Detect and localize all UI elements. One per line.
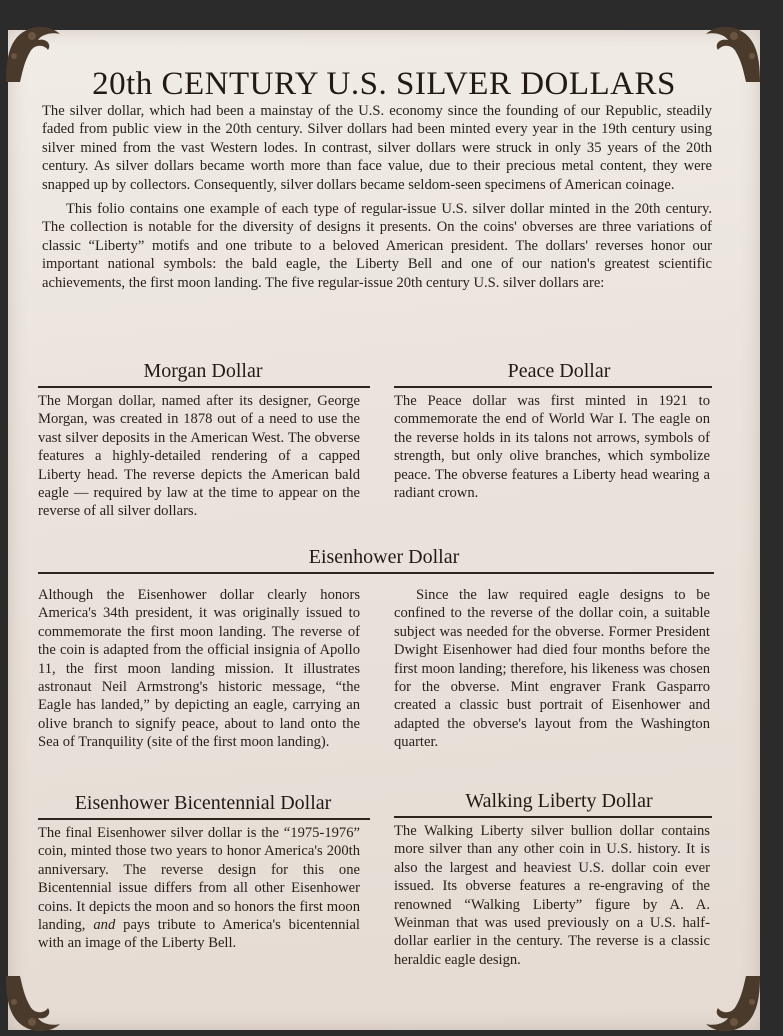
peace-heading: Peace Dollar [507, 360, 611, 382]
morgan-heading: Morgan Dollar [143, 360, 263, 382]
bicentennial-text [38, 824, 360, 953]
morgan-section [38, 392, 360, 521]
intro-paragraph-2: This folio contains one example of each type of regular-issue U.S. silver dollar minted in the 20th century. The collection is notable for the diversity of designs it presents. On the coins' obverses are three variations of classic “Liberty” motifs and one tribute to a beloved American president. The dollars' reverses honor our important national symbols: the bald eagle, the Liberty Bell and one of our nation's greatest scientific achievements, the first moon landing. The five regular-issue 20th century U.S. silver dollars are: [42, 201, 712, 291]
folio-page [8, 30, 760, 1030]
corner-ornament-icon [700, 972, 764, 1036]
walking-liberty-heading: Walking Liberty Dollar [465, 790, 653, 812]
eisenhower-right-column [394, 586, 710, 752]
peace-text: The Peace dollar was first minted in 1921 to commemorate the end of World War I. The eagle on the reverse holds in its talons not arrows, symbols of strength, but only olive branches, which symbolize peace. The obverse features a Liberty head wearing a radiant crown. [394, 393, 710, 502]
eisenhower-rule [38, 572, 714, 574]
corner-ornament-icon [2, 972, 66, 1036]
bicentennial-rule [38, 818, 370, 820]
peace-rule [394, 386, 712, 388]
page-title: 20th CENTURY U.S. SILVER DOLLARS [92, 66, 676, 102]
morgan-text: The Morgan dollar, named after its designer, George Morgan, was created in 1878 out of a need to use the vast silver deposits in the American West. The obverse features a highly-detailed rendering of a capped Liberty head. The reverse depicts the American bald eagle — required by law at the time to appear on the reverse of all silver dollars. [38, 393, 360, 520]
bicentennial-heading: Eisenhower Bicentennial Dollar [74, 792, 332, 814]
bicentennial-section [38, 824, 360, 953]
walking-liberty-rule [394, 816, 712, 818]
eisenhower-text-left: Although the Eisenhower dollar clearly honors America's 34th president, it was originally issued to commemorate the first moon landing. The reverse of the coin is adapted from the official insignia of Apollo 11, the first moon landing mission. It illustrates astronaut Neil Armstrong's historic message, “the Eagle has landed,” by depicting an eagle, carrying an olive branch to signify peace, about to land onto the Sea of Tranquility (site of the first moon landing). [38, 587, 360, 751]
eisenhower-left-column [38, 586, 360, 752]
intro-section [42, 102, 712, 292]
morgan-rule [38, 386, 370, 388]
intro-paragraph-1: The silver dollar, which had been a mainstay of the U.S. economy since the founding of our Republic, steadily faded from public view in the 20th century. Silver dollars had been minted every year in the 19th century using silver mined from the vast Western lodes. In contrast, silver dollars were struck in only 35 years of the 20th century. As silver dollars became worth more than face value, due to their precious metal content, they were snapped up by collectors. Consequently, silver dollars became seldom-seen specimens of American coinage. [42, 103, 712, 193]
peace-section [394, 392, 710, 502]
eisenhower-text-right: Since the law required eagle designs to be confined to the reverse of the dollar coin, a suitable subject was needed for the obverse. Former President Dwight Eisenhower had died four months before the first moon landing; therefore, his likeness was chosen for the obverse. Mint engraver Frank Gasparro created a classic bust portrait of Eisenhower and adapted the obverse's layout from the Washington quarter. [394, 587, 710, 751]
walking-liberty-text: The Walking Liberty silver bullion dollar contains more silver than any other coin in U.S. history. It is also the largest and heaviest U.S. dollar coin ever issued. Its obverse features a re-engraving of the renowned “Walking Liberty” figure by A. A. Weinman that was used previously on a U.S. half-dollar earlier in the century. The reverse is a classic heraldic eagle design. [394, 823, 710, 968]
walking-liberty-section [394, 822, 710, 969]
eisenhower-heading: Eisenhower Dollar [308, 546, 460, 568]
bicentennial-text-emphasis: and [93, 917, 116, 934]
bicentennial-text-a: The final Eisenhower silver dollar is the “1975-1976” coin, minted those two years to honor America's 200th anniversary. The reverse design for this one Bicentennial issue differs from all other Eisenhower coins. It depicts the moon and so honors the first moon landing, [38, 825, 360, 934]
bicentennial-text-b: pays tribute to America's bicentennial with an image of the Liberty Bell. [38, 917, 360, 952]
